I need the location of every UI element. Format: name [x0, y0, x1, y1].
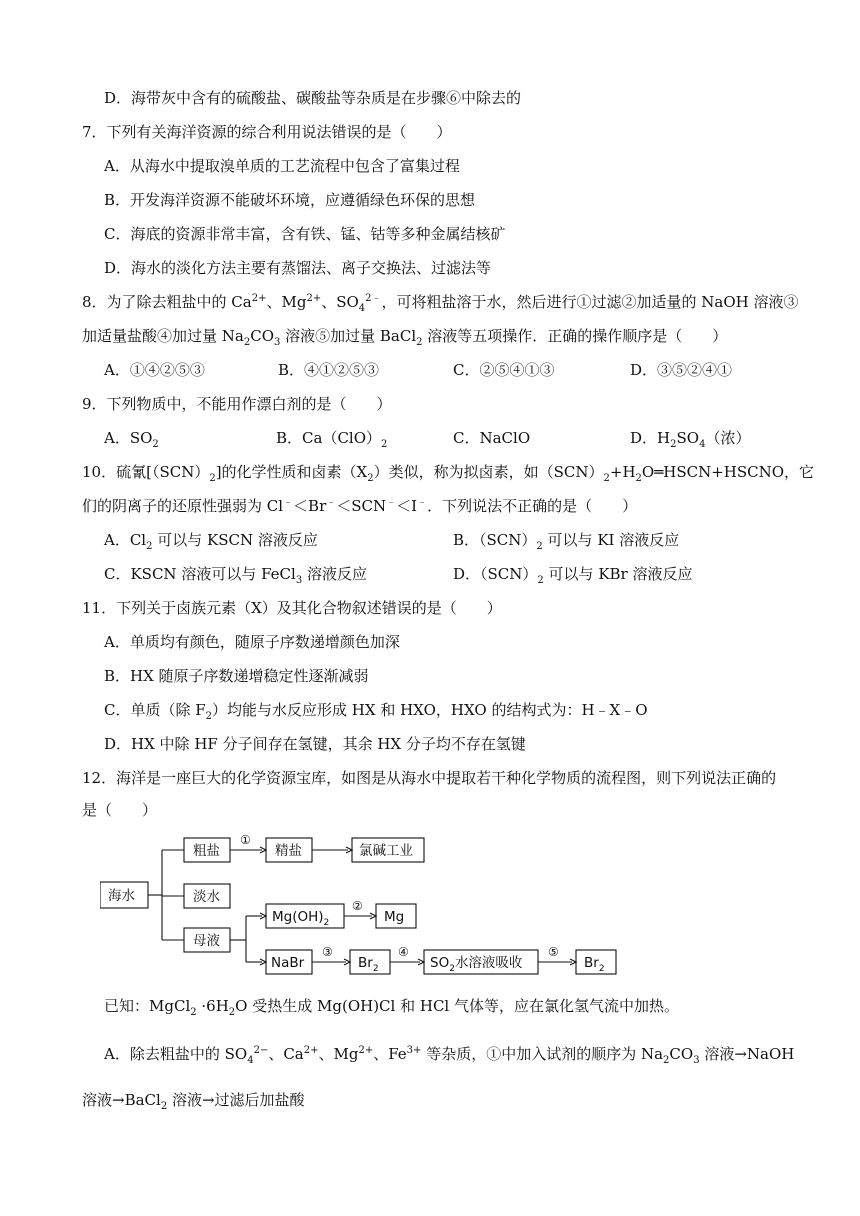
label-mg-oh2: $Mg(OH)_2$ — [272, 909, 330, 928]
q7-stem: 7．下列有关海洋资源的综合利用说法错误的是（ ） — [82, 123, 452, 141]
q11-option-a: A．单质均有颜色，随原子序数递增颜色加深 — [104, 633, 400, 651]
q8-option-c: C．②⑤④①③ — [453, 361, 555, 379]
q9-option-d: D．$H_2SO_4$（浓） — [630, 429, 751, 450]
q10-stem-line2: 们的阴离子的还原性强弱为 Cl﹣＜Br﹣＜SCN﹣＜I﹣．下列说法不正确的是（ ） — [82, 497, 638, 515]
seawater-flow-diagram — [100, 832, 620, 978]
q8-stem-line2: 加适量盐酸④加过量 $Na_2CO_3$ 溶液⑤加过量 BaCl$_2$ 溶液等五项操作．正确的操作顺序是（ ） — [82, 327, 728, 348]
q12-stem-line2: 是（ ） — [82, 801, 158, 819]
q12-option-a-line2: 溶液→BaCl$_2$ 溶液→过滤后加盐酸 — [82, 1091, 305, 1112]
q11-option-b: B．HX 随原子序数递增稳定性逐渐减弱 — [104, 667, 369, 685]
q10-option-c: C．KSCN 溶液可以与 FeCl$_3$ 溶液反应 — [104, 565, 367, 586]
q8-option-d: D．③⑤②④① — [630, 361, 733, 379]
label-br2: $Br_2$ — [358, 955, 379, 974]
label-mg: Mg — [384, 909, 405, 925]
q7-option-b: B．开发海洋资源不能破坏环境，应遵循绿色环保的思想 — [104, 191, 476, 209]
q12-option-a-line1: A．除去粗盐中的 $SO_4^{2-}$、$Ca^{2+}$、$Mg^{2+}$、$Fe^{3+}$ 等杂质，①中加入试剂的顺序为 $Na_2CO_3$ 溶液→NaOH — [104, 1045, 795, 1066]
q8-option-a: A．①④②⑤③ — [104, 361, 205, 379]
label-chloralkali: 氯碱工业 — [359, 843, 413, 859]
q9-option-a: A．$SO_2$ — [104, 429, 159, 450]
label-nabr: NaBr — [271, 955, 305, 971]
step-5: ⑤ — [548, 945, 559, 959]
label-crude-salt: 粗盐 — [193, 843, 220, 859]
q6-option-d: D．海带灰中含有的硫酸盐、碳酸盐等杂质是在步骤⑥中除去的 — [104, 89, 522, 107]
label-fresh-water: 淡水 — [193, 889, 220, 905]
q9-option-c: C．NaClO — [453, 429, 531, 447]
label-mother-liquor: 母液 — [193, 933, 220, 949]
q7-option-d: D．海水的淡化方法主要有蒸馏法、离子交换法、过滤法等 — [104, 259, 492, 277]
label-seawater: 海水 — [108, 888, 135, 904]
q12-known-note: 已知：MgCl$_2$ $\cdot 6H_2O$ 受热生成 Mg(OH)Cl 和 HCl 气体等，应在氯化氢气流中加热。 — [104, 997, 679, 1018]
q11-option-d: D．HX 中除 HF 分子间存在氢键，其余 HX 分子均不存在氢键 — [104, 735, 526, 753]
step-2: ② — [352, 899, 363, 913]
q11-stem: 11．下列关于卤族元素（X）及其化合物叙述错误的是（ ） — [82, 599, 502, 617]
step-3: ③ — [322, 945, 333, 959]
q7-option-a: A．从海水中提取溴单质的工艺流程中包含了富集过程 — [104, 157, 460, 175]
q12-stem-line1: 12．海洋是一座巨大的化学资源宝库，如图是从海水中提取若干种化学物质的流程图，则下列说法正确的 — [82, 769, 777, 787]
label-refined-salt: 精盐 — [275, 843, 302, 859]
q8-stem-line1: 8．为了除去粗盐中的 $Ca^{2+}$、$Mg^{2+}$、$SO_4^{2﹣}$，可将粗盐溶于水，然后进行①过滤②加适量的 NaOH 溶液③ — [82, 293, 799, 314]
q7-option-c: C．海底的资源非常丰富，含有铁、锰、钴等多种金属结核矿 — [104, 225, 506, 243]
label-so2-absorb: $SO_2$水溶液吸收 — [430, 955, 523, 974]
q10-option-b: B．$(SCN)_2$ 可以与 KI 溶液反应 — [453, 531, 680, 552]
q11-option-c: C．单质（除 $F_2$）均能与水反应形成 HX 和 HXO，HXO 的结构式为：H﹣X﹣O — [104, 701, 648, 722]
label-br2-final: $Br_2$ — [584, 955, 605, 974]
q9-stem: 9．下列物质中，不能用作漂白剂的是（ ） — [82, 395, 392, 413]
q9-option-b: B．$Ca(ClO)_2$ — [276, 429, 388, 450]
q10-stem-line1: 10．硫氰$[(SCN)_2]$的化学性质和卤素$(X_2)$类似，称为拟卤素，如$(SCN)_2+H_2O═HSCN+HSCNO$，它 — [82, 463, 815, 484]
q8-option-b: B．④①②⑤③ — [278, 361, 380, 379]
q10-option-d: D．$(SCN)_2$ 可以与 KBr 溶液反应 — [453, 565, 693, 586]
step-1: ① — [240, 833, 251, 847]
q10-option-a: A．$Cl_2$ 可以与 KSCN 溶液反应 — [104, 531, 318, 552]
step-4: ④ — [398, 945, 409, 959]
